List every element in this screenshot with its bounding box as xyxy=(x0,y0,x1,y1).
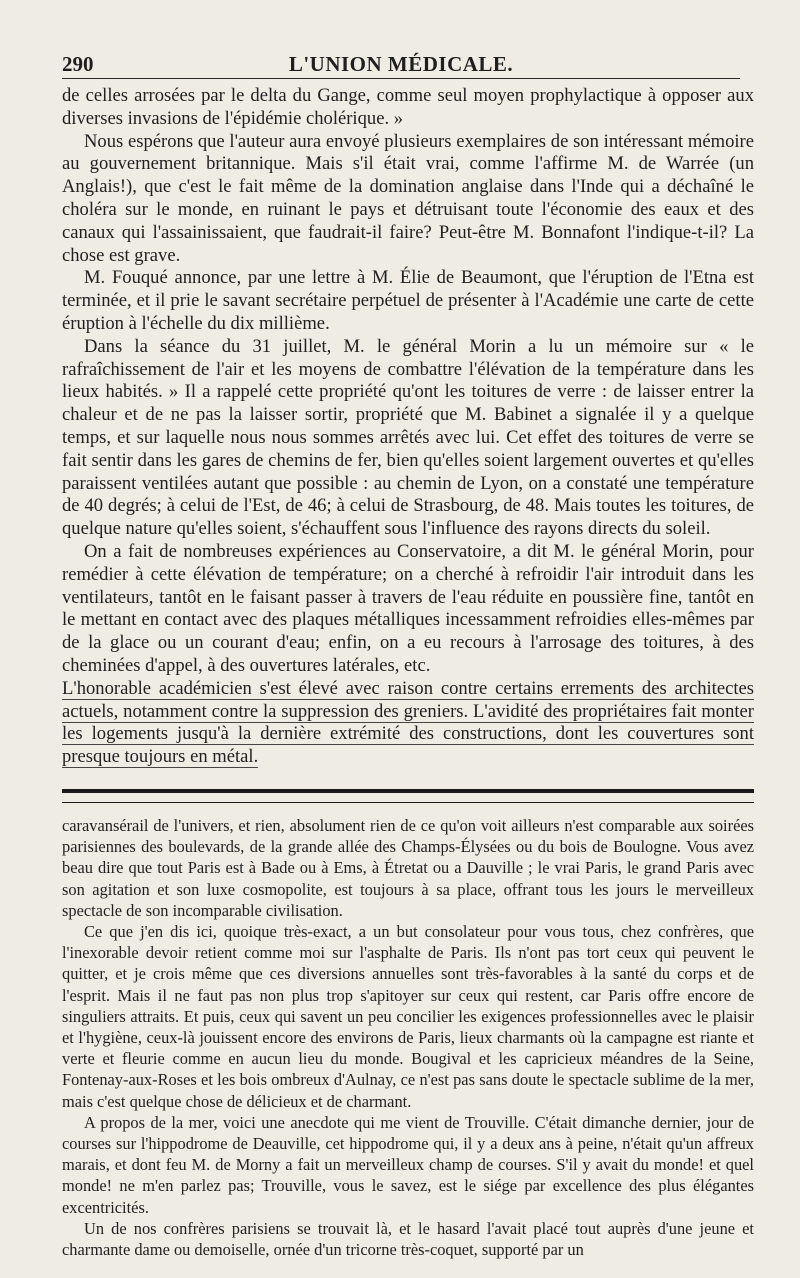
article-paragraph: Nous espérons que l'auteur aura envoyé plusieurs exemplaires de son intéressant mémoire au gouvernement britannique. Mais s'il était vrai, comme l'affirme M. de Warrée (un Anglais!), que c'est le fait même de la domination anglaise dans l'Inde qui a déchaîné le choléra sur le monde, en ruinant le pays et détruisant toute l'économie des eaux et des canaux qui l'assainissaient, que faudrait-il faire? Peut-être M. Bonnafont l'indique-t-il? La chose est grave. xyxy=(62,130,754,266)
running-head xyxy=(62,48,740,79)
feuilleton-paragraph: A propos de la mer, voici une anecdote qui me vient de Trouville. C'était dimanche dernier, jour de courses sur l'hippodrome de Deauville, cet hippodrome qui, il y a deux ans à peine, n'était qu'un affreux marais, et dont feu M. de Morny a fait un merveilleux champ de courses. S'il y avait du monde! et quel monde! ne m'en parlez pas; Trouville, vous le savez, est le siége par excellence des plus élégantes excentricités. xyxy=(62,1112,754,1217)
feuilleton-paragraph: caravansérail de l'univers, et rien, absolument rien de ce qu'on voit ailleurs n'est comparable aux soirées parisiennes des boulevards, de la grande allée des Champs-Élysées ou du bois de Boulogne. Vous avez beau dire que tout Paris est à Bade ou à Ems, à Étretat ou a Dauville ; le vrai Paris, le grand Paris avec son agitation et son luxe cosmopolite, est toujours à sa place, offrant tous les jours le merveilleux spectacle de son incomparable civilisation. xyxy=(62,815,754,920)
feuilleton-paragraph: Ce que j'en dis ici, quoique très-exact, a un but consolateur pour vous tous, chez confrères, que l'inexorable devoir retient comme moi sur l'asphalte de Paris. Ils n'ont pas tort ceux qui peuvent le quitter, et je crois même que ces diversions annuelles sont très-favorables à la santé du corps et de l'esprit. Mais il ne faut pas non plus trop s'apitoyer sur ceux qui restent, car Paris offre encore de singuliers attraits. Et puis, ceux qui savent un peu concilier les exigences professionnelles avec le plaisir et l'hygiène, ceux-là jouissent encore des environs de Paris, lieux charmants où la campagne est riante et verte et fleurie comme en aucun lieu du monde. Bougival et les capricieux méandres de la Seine, Fontenay-aux-Roses et les bois ombreux d'Aulnay, ce n'est pas sans doute le spectacle sublime de la mer, mais c'est quelque chose de délicieux et de charmant. xyxy=(62,921,754,1111)
feuilleton-body xyxy=(62,815,754,1260)
article-paragraph: de celles arrosées par le delta du Gange, comme seul moyen prophylactique à opposer aux diverses invasions de l'épidémie cholérique. » xyxy=(62,85,754,129)
section-divider xyxy=(62,789,754,803)
article-paragraph: Dans la séance du 31 juillet, M. le général Morin a lu un mémoire sur « le rafraîchissement de l'air et les moyens de combattre l'élévation de la température dans les lieux habités. » Il a rappelé cette propriété qu'ont les toitures de verre : de laisser entrer la chaleur et de ne pas la laisser sortir, propriété que M. Babinet a signalée il y a quelque temps, et sur laquelle nous nous sommes arrêtés avec lui. Cet effet des toitures de verre se fait sentir dans les gares de chemins de fer, bien qu'elles soient largement ouvertes et qu'elles paraissent ventilées autant que possible : au chemin de Lyon, on a constaté une température de 40 degrés; à celui de l'Est, de 46; à celui de Strasbourg, de 48. Mais toutes les toitures, de quelque nature qu'elles soient, s'échauffent sous l'influence des rayons directs du soleil. xyxy=(62,335,754,540)
feuilleton-paragraph: Un de nos confrères parisiens se trouvait là, et le hasard l'avait placé tout auprès d'une jeune et charmante dame ou demoiselle, ornée d'un tricorne très-coquet, supporté par un xyxy=(62,1218,754,1259)
article-paragraph: On a fait de nombreuses expériences au Conservatoire, a dit M. le général Morin, pour remédier à cette élévation de température; on a cherché à refroidir l'air introduit dans les ventilateurs, tantôt en le faisant passer à travers de l'eau réduite en poussière fine, tantôt en le mettant en contact avec des plaques métalliques incessamment refroidies elles-mêmes par de la glace ou un courant d'eau; enfin, on a eu recours à l'arrosage des toitures, à des cheminées d'appel, à des ouvertures latérales, etc. xyxy=(62,540,754,676)
article-paragraph: L'honorable académicien s'est élevé avec raison contre certains errements des architectes actuels, notamment contre la suppression des greniers. L'avidité des propriétaires fait monter les logements jusqu'à la dernière extrémité des constructions, dont les couvertures sont presque toujours en métal. xyxy=(62,677,754,768)
page-number: 290 xyxy=(62,52,94,76)
journal-title: L'UNION MÉDICALE. xyxy=(288,52,514,76)
article-paragraph: M. Fouqué annonce, par une lettre à M. Élie de Beaumont, que l'éruption de l'Etna est terminée, et il prie le savant secrétaire perpétuel de présenter à l'Académie une carte de cette éruption à l'échelle du dix millième. xyxy=(62,267,754,334)
article-body xyxy=(62,85,754,769)
